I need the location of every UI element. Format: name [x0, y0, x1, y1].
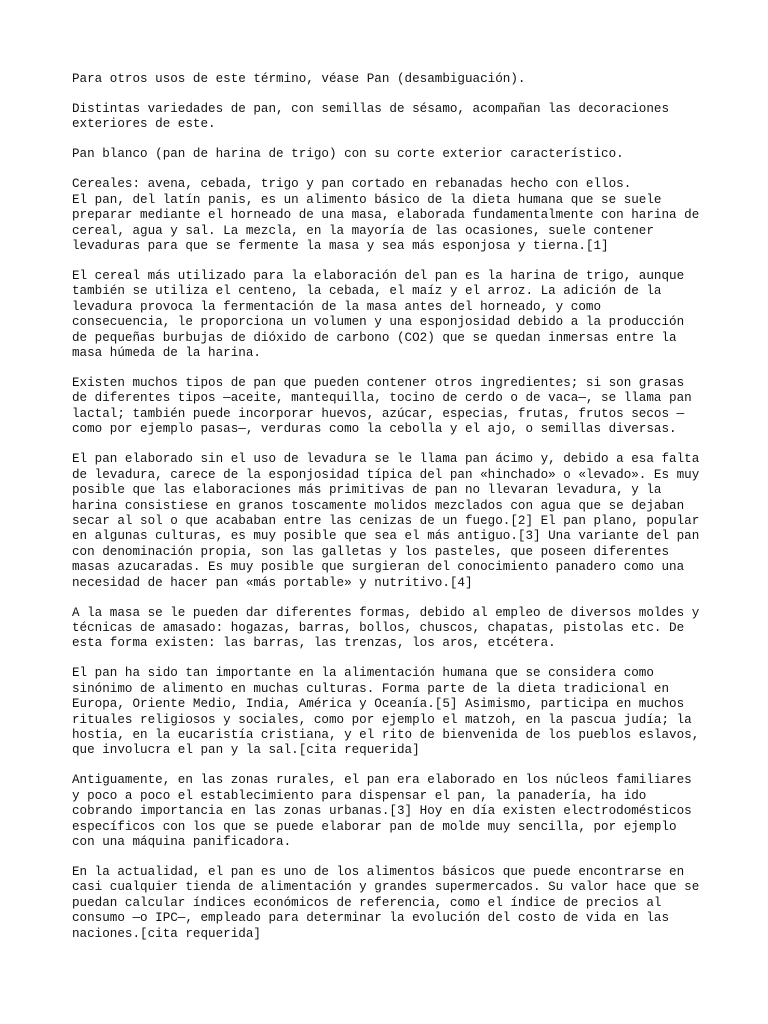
economic-index-paragraph: En la actualidad, el pan es uno de los alimentos básicos que puede encontrarse en casi cualquier tienda de alimentación y grandes supermercados. Su valor hace que se puedan calcular índices económicos de referencia, como el índice de precios al consumo —o IPC—, empleado para determinar la evolución del costo de vida en las naciones.[cita requerida]	[72, 865, 700, 941]
document-page	[72, 72, 712, 957]
cultural-importance-paragraph: El pan ha sido tan importante en la alimentación humana que se considera como sinónimo de alimento en muchas culturas. Forma parte de la dieta tradicional en Europa, Oriente Medio, India, América y Oceanía.[5] Asimismo, participa en muchos rituales religiosos y sociales, como por ejemplo el matzoh, en la pascua judía; la hostia, en la eucaristía cristiana, y el rito de bienvenida de los pueblos eslavos, que involucra el pan y la sal.[cita requerida]	[72, 666, 700, 758]
image-caption-sesame-bread: Distintas variedades de pan, con semillas de sésamo, acompañan las decoraciones exteriores de este.	[72, 102, 670, 132]
bread-types-paragraph: Existen muchos tipos de pan que pueden contener otros ingredientes; si son grasas de diferentes tipos —aceite, mantequilla, tocino de cerdo o de vaca—, se llama pan lactal; también puede incorporar huevos, azúcar, especias, frutas, frutos secos — como por ejemplo pasas—, verduras como la cebolla y el ajo, o semillas diversas.	[72, 376, 692, 437]
unleavened-bread-paragraph: El pan elaborado sin el uso de levadura se le llama pan ácimo y, debido a esa falta de levadura, carece de la esponjosidad típica del pan «hinchado» o «levado». Es muy posible que las elaboraciones más primitivas de pan no llevaran levadura, y la harina consistiese en granos toscamente molidos mezclados con agua que se dejaban secar al sol o que acababan entre las cenizas de un fuego.[2] El pan plano, popular en algunas culturas, es muy posible que sea el más antiguo.[3] Una variante del pan con denominación propia, son las galletas y los pasteles, que poseen diferentes masas azucaradas. Es muy posible que surgieran del conocimiento panadero como una necesidad de hacer pan «más portable» y nutritivo.[4]	[72, 452, 700, 590]
intro-paragraph: Cereales: avena, cebada, trigo y pan cortado en rebanadas hecho con ellos. El pan, del latín panis, es un alimento básico de la dieta humana que se suele preparar mediante el horneado de una masa, elaborada fundamentalmente con harina de cereal, agua y sal. La mezcla, en la mayoría de las ocasiones, suele contener levaduras para que se fermente la masa y sea más esponjosa y tierna.[1]	[72, 177, 700, 254]
image-caption-white-bread: Pan blanco (pan de harina de trigo) con su corte exterior característico.	[72, 147, 624, 162]
cereal-paragraph: El cereal más utilizado para la elaboración del pan es la harina de trigo, aunque también se utiliza el centeno, la cebada, el maíz y el arroz. La adición de la levadura provoca la fermentación de la masa antes del horneado, y como consecuencia, le proporciona un volumen y una esponjosidad debido a la producción de pequeñas burbujas de dióxido de carbono (CO2) que se quedan inmersas entre la masa húmeda de la harina.	[72, 269, 685, 361]
disambiguation-note: Para otros usos de este término, véase Pan (desambiguación).	[72, 72, 526, 86]
bakery-history-paragraph: Antiguamente, en las zonas rurales, el pan era elaborado en los núcleos familiares y poco a poco el establecimiento para dispensar el pan, la panadería, ha ido cobrando importancia en las zonas urbanas.[3] Hoy en día existen electrodomésticos específicos con los que se puede elaborar pan de molde muy sencilla, por ejemplo con una máquina panificadora.	[72, 773, 692, 849]
bread-shapes-paragraph: A la masa se le pueden dar diferentes formas, debido al empleo de diversos moldes y técnicas de amasado: hogazas, barras, bollos, chuscos, chapatas, pistolas etc. De esta forma existen: las barras, las trenzas, los aros, etcétera.	[72, 605, 700, 651]
